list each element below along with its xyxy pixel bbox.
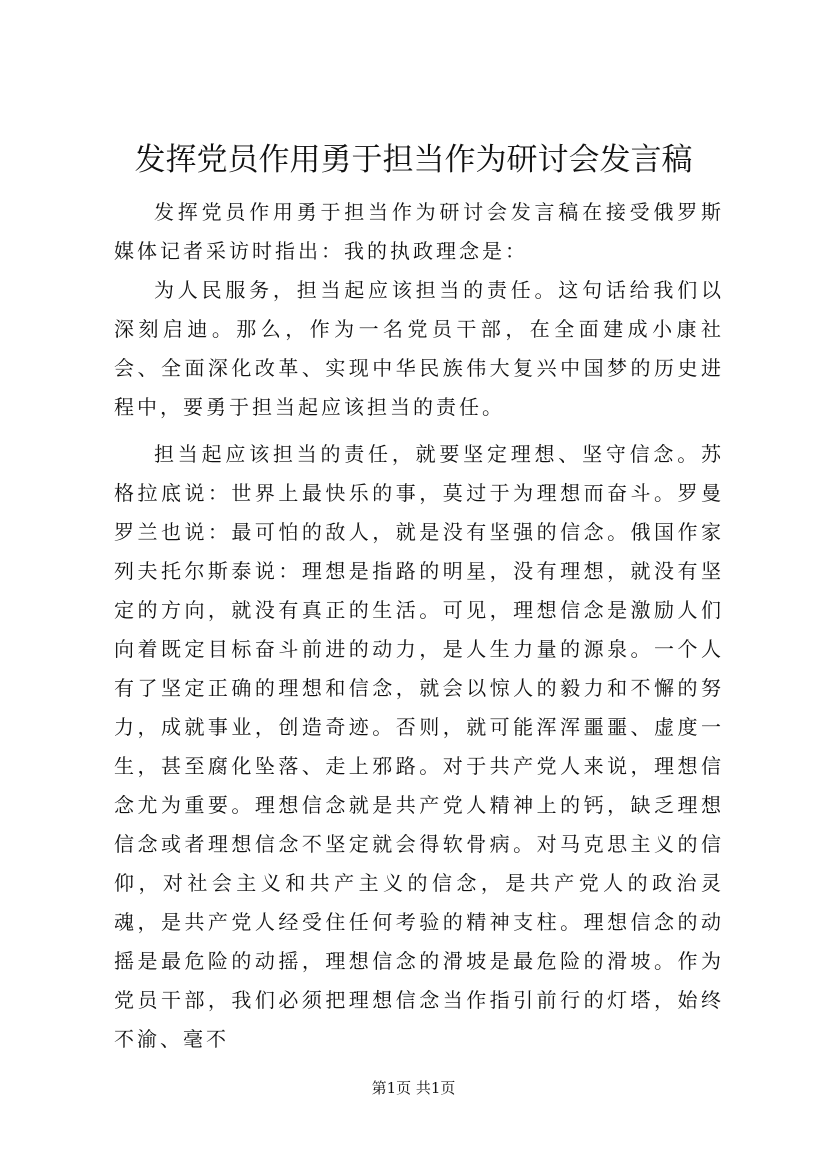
document-title: 发挥党员作用勇于担当作为研讨会发言稿: [134, 142, 693, 178]
document-body: [114, 193, 724, 1059]
paragraph: 担当起应该担当的责任，就要坚定理想、坚守信念。苏格拉底说：世界上最快乐的事，莫过于为理想而奋斗。罗曼罗兰也说：最可怕的敌人，就是没有坚强的信念。俄国作家列夫托尔斯泰说：理想是指路的明星，没有理想，就没有坚定的方向，就没有真正的生活。可见，理想信念是激励人们向着既定目标奋斗前进的动力，是人生力量的源泉。一个人有了坚定正确的理想和信念，就会以惊人的毅力和不懈的努力，成就事业，创造奇迹。否则，就可能浑浑噩噩、虚度一生，甚至腐化坠落、走上邪路。对于共产党人来说，理想信念尤为重要。理想信念就是共产党人精神上的钙，缺乏理想信念或者理想信念不坚定就会得软骨病。对马克思主义的信仰，对社会主义和共产主义的信念，是共产党人的政治灵魂，是共产党人经受住任何考验的精神支柱。理想信念的动摇是最危险的动摇，理想信念的滑坡是最危险的滑坡。作为党员干部，我们必须把理想信念当作指引前行的灯塔，始终不渝、毫不: [114, 442, 724, 1051]
page-number: 第1页 共1页: [371, 1079, 456, 1097]
paragraph: 为人民服务，担当起应该担当的责任。这句话给我们以深刻启迪。那么，作为一名党员干部，在全面建成小康社会、全面深化改革、实现中华民族伟大复兴中国梦的历史进程中，要勇于担当起应该担当的责任。: [114, 278, 724, 419]
paragraph: 发挥党员作用勇于担当作为研讨会发言稿在接受俄罗斯媒体记者采访时指出：我的执政理念是：: [114, 200, 724, 263]
